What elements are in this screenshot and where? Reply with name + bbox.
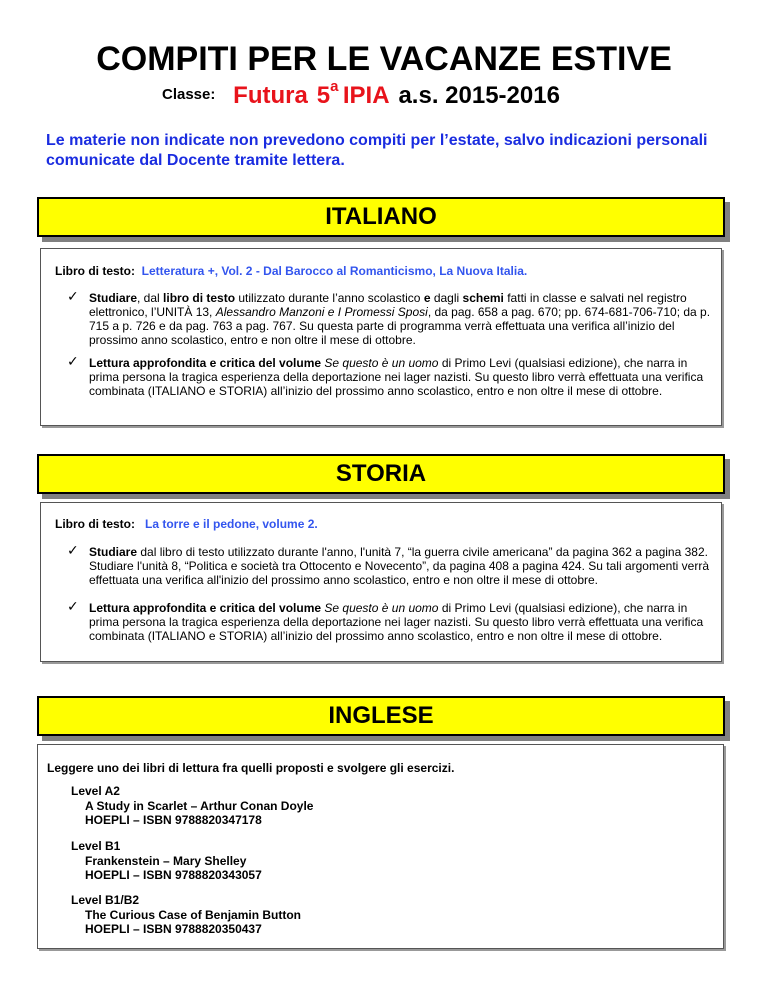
book-line: Frankenstein – Mary Shelley: [85, 853, 247, 868]
book-title: La torre e il pedone, volume 2.: [145, 517, 318, 531]
check-icon: ✓: [67, 289, 79, 305]
book-title: Letteratura +, Vol. 2 - Dal Barocco al Romanticismo, La Nuova Italia.: [141, 264, 528, 278]
class-label: Classe:: [162, 86, 216, 103]
inglese-box: [37, 744, 724, 949]
class-line: [162, 78, 560, 110]
book-line: A Study in Scarlet – Arthur Conan Doyle: [85, 798, 314, 813]
list-item: ✓ Studiare, dal libro di testo utilizzato durante l’anno scolastico e dagli schemi fatti in classe e salvati nel registro elettronico, l’UNITÀ 13, Alessandro Manzoni e I Promessi Sposi, da pag. 658 a pag. 670; pp. 674-681-706-710; da p. 715 a p. 726 e da pag. 763 a pag. 767. Su questa parte di programma verrà effettuata una verifica all’inizio del prossimo anno scolastico, entro e non oltre il mese di ottobre.: [67, 289, 711, 347]
book-label: Libro di testo:: [55, 264, 135, 278]
storia-book: [55, 517, 318, 531]
level-item: [71, 839, 262, 883]
check-icon: ✓: [67, 599, 79, 615]
check-icon: ✓: [67, 543, 79, 559]
class-number: 5: [316, 82, 331, 109]
section-banner-storia: STORIA: [37, 454, 725, 494]
school-year: a.s. 2015-2016: [398, 82, 560, 109]
italiano-book: [55, 264, 527, 278]
section-banner-inglese: INGLESE: [37, 696, 725, 736]
level-label: Level A2: [71, 784, 120, 798]
level-item: [71, 893, 301, 937]
level-item: [71, 784, 313, 828]
isbn-line: HOEPLI – ISBN 9788820347178: [85, 813, 262, 827]
book-line: The Curious Case of Benjamin Button: [85, 907, 302, 922]
list-item: ✓ Lettura approfondita e critica del volume Se questo è un uomo di Primo Levi (qualsiasi edizione), che narra in prima persona la tragica esperienza della deportazione nei lager nazisti. Su questo libro verrà effettuata una verifica combinata (ITALIANO e STORIA) all’inizio del prossimo anno scolastico, entro e non oltre il mese di ottobre.: [67, 599, 704, 643]
storia-box: [40, 502, 722, 662]
class-superscript: a: [330, 78, 339, 95]
level-label: Level B1: [71, 839, 121, 853]
check-icon: ✓: [67, 354, 79, 370]
intro-note: Le materie non indicate non prevedono compiti per l’estate, salvo indicazioni personali comunicate dal Docente tramite lettera.: [46, 132, 708, 169]
class-school: IPIA: [342, 82, 390, 109]
list-item: ✓ Lettura approfondita e critica del volume Se questo è un uomo di Primo Levi (qualsiasi edizione), che narra in prima persona la tragica esperienza della deportazione nei lager nazisti. Su questo libro verrà effettuata una verifica combinata (ITALIANO e STORIA) all’inizio del prossimo anno scolastico, entro e non oltre il mese di ottobre.: [67, 354, 704, 398]
level-label: Level B1/B2: [71, 893, 140, 907]
section-banner-italiano: ITALIANO: [37, 197, 725, 237]
isbn-line: HOEPLI – ISBN 9788820343057: [85, 868, 262, 882]
inglese-intro: Leggere uno dei libri di lettura fra quelli proposti e svolgere gli esercizi.: [47, 761, 455, 775]
list-item: ✓ Studiare dal libro di testo utilizzato durante l'anno, l'unità 7, “la guerra civile americana” da pagina 362 a pagina 382. Studiare l'unità 8, “Politica e società tra Ottocento e Novecento”, da pagina 408 a pagina 424. Su tali argomenti verrà effettuata una verifica all'inizio del prossimo anno scolastico, entro e non oltre il mese di ottobre.: [67, 543, 709, 587]
book-label: Libro di testo:: [55, 517, 135, 531]
class-name: Futura: [233, 82, 308, 109]
page-title: COMPITI PER LE VACANZE ESTIVE: [96, 40, 672, 78]
italiano-box: [40, 248, 722, 426]
isbn-line: HOEPLI – ISBN 9788820350437: [85, 922, 262, 936]
